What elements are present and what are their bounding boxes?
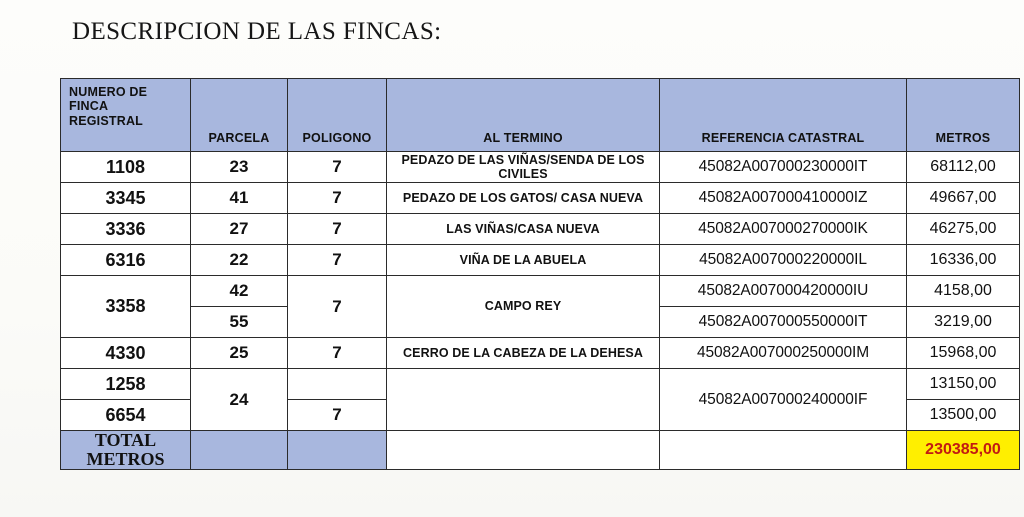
cell-metros: 68112,00 (907, 152, 1020, 183)
cell-poligono: 7 (288, 214, 387, 245)
cell-poligono: 7 (288, 400, 387, 431)
table-row (61, 276, 1020, 307)
column-header-poligono: POLIGONO (288, 79, 387, 152)
fincas-table-container (60, 78, 1001, 470)
column-header-termino: AL TERMINO (387, 79, 660, 152)
cell-metros: 3219,00 (907, 307, 1020, 338)
total-label-line1: TOTAL (94, 430, 157, 450)
column-header-finca-line2: FINCA (69, 99, 109, 114)
total-blank-poligono (288, 431, 387, 470)
cell-finca: 1258 (61, 369, 191, 400)
cell-parcela: 42 (191, 276, 288, 307)
cell-termino (387, 369, 660, 431)
cell-metros: 15968,00 (907, 338, 1020, 369)
cell-metros: 16336,00 (907, 245, 1020, 276)
table-body (61, 152, 1020, 470)
cell-poligono: 7 (288, 183, 387, 214)
total-label (61, 431, 191, 470)
table-row (61, 183, 1020, 214)
cell-finca: 1108 (61, 152, 191, 183)
table-row (61, 338, 1020, 369)
cell-referencia: 45082A007000230000IT (660, 152, 907, 183)
cell-metros: 49667,00 (907, 183, 1020, 214)
cell-referencia: 45082A007000240000IF (660, 369, 907, 431)
table-header (61, 79, 1020, 152)
cell-parcela: 55 (191, 307, 288, 338)
table-row (61, 245, 1020, 276)
column-header-parcela: PARCELA (191, 79, 288, 152)
cell-referencia: 45082A007000420000IU (660, 276, 907, 307)
cell-parcela: 25 (191, 338, 288, 369)
table-row (61, 214, 1020, 245)
cell-parcela: 41 (191, 183, 288, 214)
cell-parcela: 23 (191, 152, 288, 183)
cell-termino: LAS VIÑAS/CASA NUEVA (387, 214, 660, 245)
cell-termino: CAMPO REY (387, 276, 660, 338)
cell-termino: CERRO DE LA CABEZA DE LA DEHESA (387, 338, 660, 369)
total-label-line2: METROS (86, 448, 165, 469)
cell-referencia: 45082A007000550000IT (660, 307, 907, 338)
table-row (61, 152, 1020, 183)
cell-finca: 6654 (61, 400, 191, 431)
cell-poligono: 7 (288, 276, 387, 338)
cell-finca: 3336 (61, 214, 191, 245)
cell-metros: 13500,00 (907, 400, 1020, 431)
cell-finca: 3358 (61, 276, 191, 338)
page-title: DESCRIPCION DE LAS FINCAS: (72, 18, 442, 45)
total-blank-parcela (191, 431, 288, 470)
cell-metros: 46275,00 (907, 214, 1020, 245)
cell-parcela: 22 (191, 245, 288, 276)
table-row (61, 369, 1020, 400)
column-header-finca (61, 79, 191, 152)
total-metros-value: 230385,00 (907, 431, 1020, 470)
cell-metros: 13150,00 (907, 369, 1020, 400)
cell-referencia: 45082A007000250000IM (660, 338, 907, 369)
cell-finca: 6316 (61, 245, 191, 276)
total-blank-referencia (660, 431, 907, 470)
fincas-table (60, 78, 1020, 470)
cell-metros: 4158,00 (907, 276, 1020, 307)
cell-poligono: 7 (288, 152, 387, 183)
cell-termino: PEDAZO DE LAS VIÑAS/SENDA DE LOS CIVILES (387, 152, 660, 183)
cell-parcela: 24 (191, 369, 288, 431)
column-header-referencia: REFERENCIA CATASTRAL (660, 79, 907, 152)
cell-poligono: 7 (288, 245, 387, 276)
column-header-metros: METROS (907, 79, 1020, 152)
cell-poligono: 7 (288, 338, 387, 369)
column-header-finca-line1: NUMERO DE (69, 85, 148, 99)
column-header-finca-line3: REGISTRAL (69, 113, 144, 128)
table-header-row (61, 79, 1020, 152)
cell-finca: 4330 (61, 338, 191, 369)
cell-referencia: 45082A007000410000IZ (660, 183, 907, 214)
cell-finca: 3345 (61, 183, 191, 214)
cell-referencia: 45082A007000220000IL (660, 245, 907, 276)
cell-termino: PEDAZO DE LOS GATOS/ CASA NUEVA (387, 183, 660, 214)
cell-referencia: 45082A007000270000IK (660, 214, 907, 245)
cell-termino: VIÑA DE LA ABUELA (387, 245, 660, 276)
cell-parcela: 27 (191, 214, 288, 245)
total-blank-termino (387, 431, 660, 470)
table-total-row (61, 431, 1020, 470)
cell-poligono (288, 369, 387, 400)
